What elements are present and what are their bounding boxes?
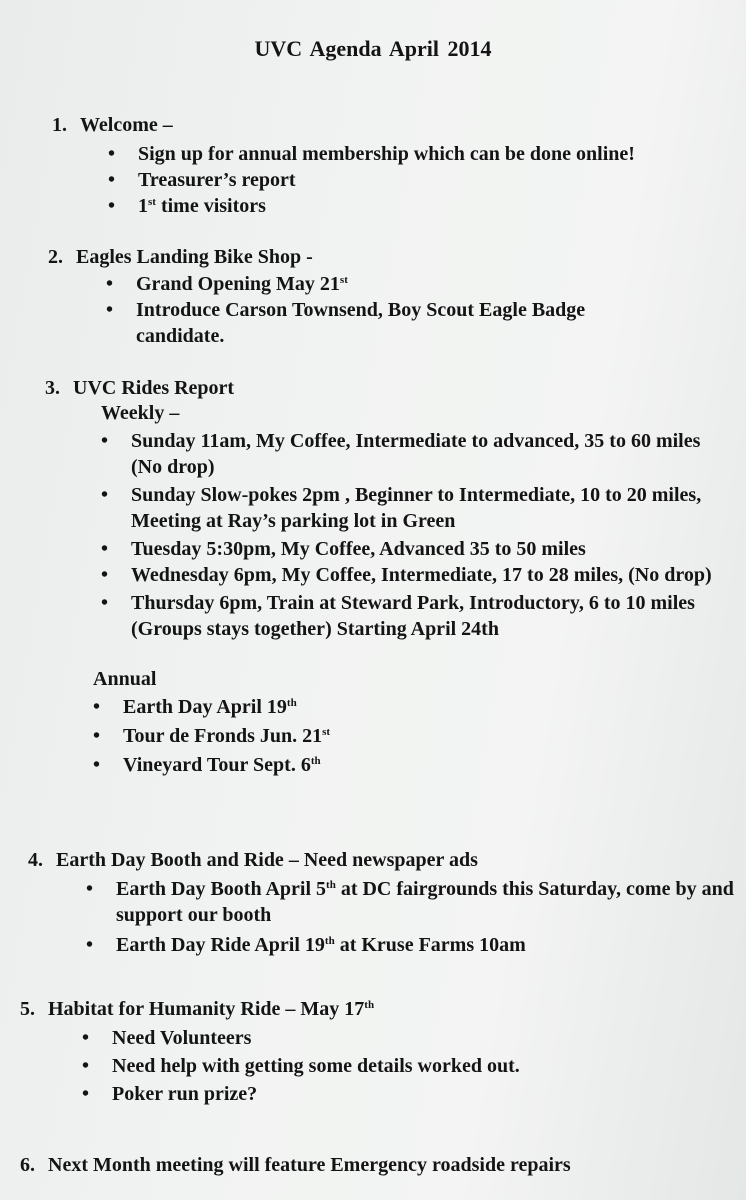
section-title: Next Month meeting will feature Emergency roadside repairs — [48, 1154, 571, 1176]
section-title: Welcome – — [80, 114, 173, 136]
section-4 — [28, 849, 740, 958]
list-item: • Poker run prize? — [82, 1081, 720, 1107]
section-3 — [45, 377, 735, 778]
list-item: • Earth Day Ride April 19th at Kruse Farms 10am — [86, 932, 736, 958]
section-6 — [20, 1154, 730, 1177]
section-1 — [52, 114, 712, 219]
section-number: 2. — [48, 246, 63, 268]
section-number: 1. — [52, 114, 67, 136]
section-2 — [48, 246, 698, 349]
list-item: • Wednesday 6pm, My Coffee, Intermediate, 17 to 28 miles, (No drop) — [101, 562, 721, 588]
list-item: • Earth Day Booth April 5th at DC fairgrounds this Saturday, come by and support our booth — [86, 876, 736, 928]
list-item: • Tour de Fronds Jun. 21st — [93, 723, 735, 749]
list-item: • Treasurer’s report — [108, 167, 712, 193]
section-title: Earth Day Booth and Ride – Need newspaper ads — [56, 849, 478, 871]
list-item: • Vineyard Tour Sept. 6th — [93, 752, 735, 778]
agenda-title: UVC Agenda April 2014 — [254, 36, 492, 61]
section-number: 4. — [28, 849, 43, 871]
list-item: • Grand Opening May 21st — [106, 271, 646, 297]
list-item: • Introduce Carson Townsend, Boy Scout Eagle Badge candidate. — [106, 297, 646, 349]
section-title: Eagles Landing Bike Shop - — [76, 246, 313, 268]
section-title: UVC Rides Report — [73, 377, 235, 399]
section-5 — [20, 998, 720, 1107]
list-item: • Thursday 6pm, Train at Steward Park, Introductory, 6 to 10 miles (Groups stays together) Starting April 24th — [101, 590, 721, 642]
list-item: • 1st time visitors — [108, 193, 712, 219]
annual-label: Annual — [93, 668, 157, 690]
section-heading — [48, 246, 698, 269]
section-heading — [52, 114, 712, 137]
section-heading — [20, 1154, 730, 1177]
section-heading — [20, 998, 720, 1021]
list-item: • Tuesday 5:30pm, My Coffee, Advanced 35 to 50 miles — [101, 536, 721, 562]
list-item: • Earth Day April 19th — [93, 694, 735, 720]
section-number: 3. — [45, 377, 60, 399]
list-item: • Need Volunteers — [82, 1025, 720, 1051]
weekly-label: Weekly – — [101, 402, 180, 424]
section-number: 6. — [20, 1154, 35, 1176]
section-number: 5. — [20, 998, 35, 1020]
section-title: Habitat for Humanity Ride – May 17th — [48, 998, 375, 1020]
list-item: • Sign up for annual membership which can be done online! — [108, 141, 712, 167]
list-item: • Sunday Slow-pokes 2pm , Beginner to Intermediate, 10 to 20 miles, Meeting at Ray’s parking lot in Green — [101, 482, 721, 534]
section-heading — [45, 377, 735, 400]
list-item: • Sunday 11am, My Coffee, Intermediate to advanced, 35 to 60 miles (No drop) — [101, 428, 721, 480]
list-item: • Need help with getting some details worked out. — [82, 1053, 720, 1079]
section-heading — [28, 849, 740, 872]
